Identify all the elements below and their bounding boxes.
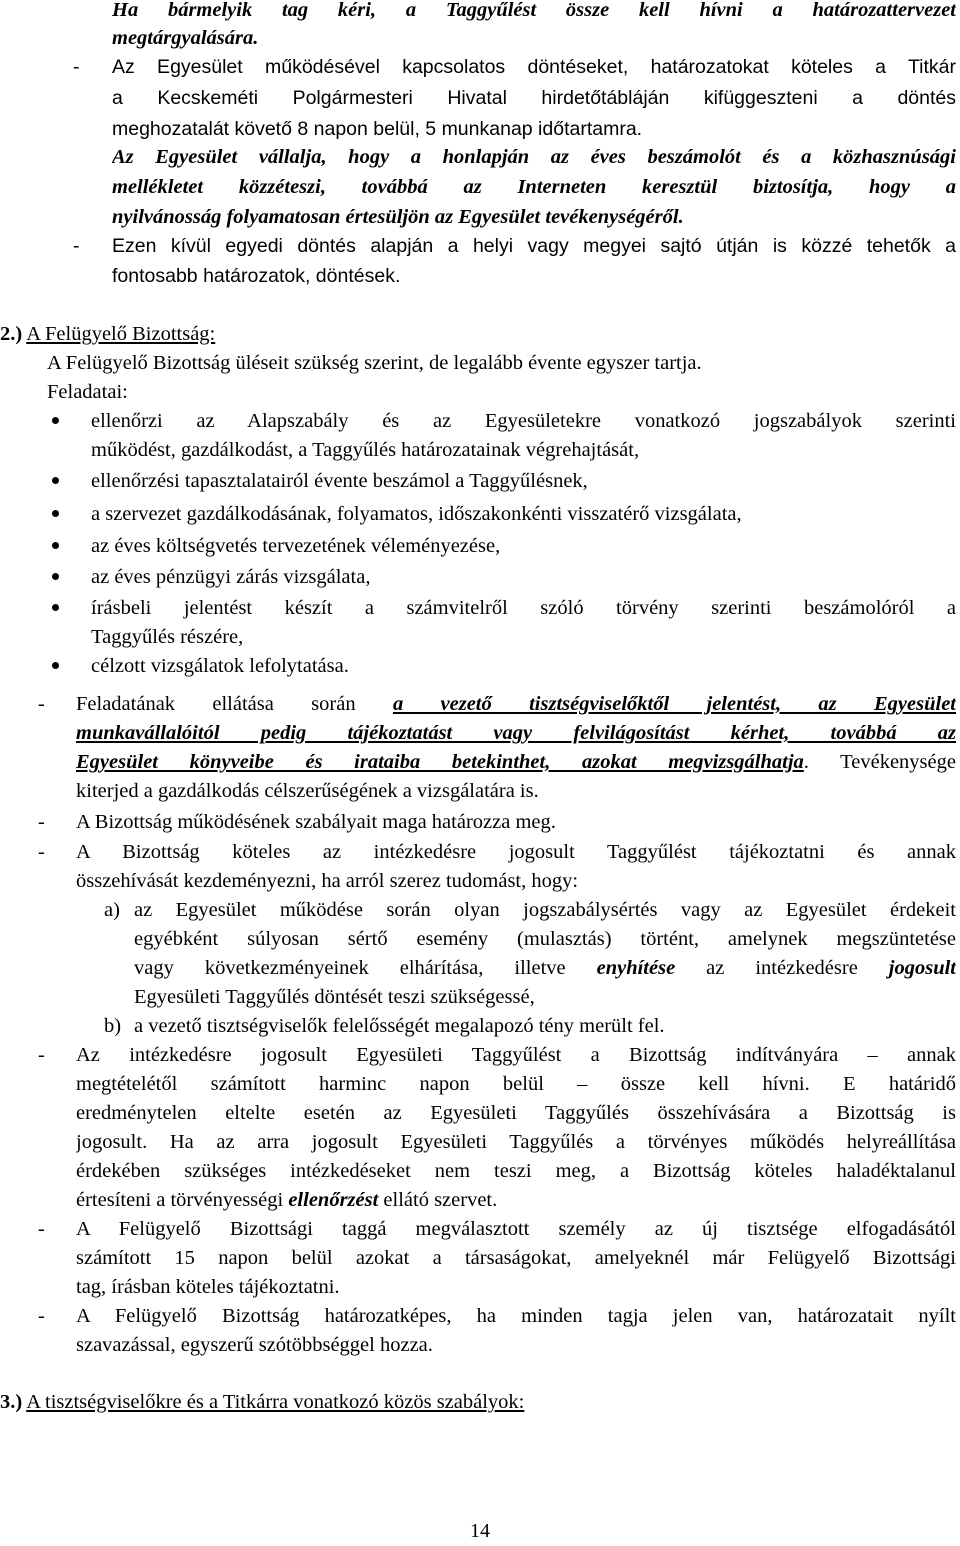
top-italic-line-2: megtárgyalására. <box>112 27 259 49</box>
dash-marker: - <box>38 811 45 833</box>
duties-line-2: munkavállalóitól pedig tájékoztatást vagy felvilágosítást kérhet, továbbá az <box>76 722 956 744</box>
bullet-dot <box>52 417 59 424</box>
newmember-line-3: tag, írásban köteles tájékoztatni. <box>76 1276 340 1298</box>
top-italic-line-1: Ha bármelyik tag kéri, a Taggyűlést össze kell hívni a határozattervezet <box>112 0 956 21</box>
bullet-dot <box>52 662 59 669</box>
dash-marker: - <box>73 235 80 257</box>
convene-line-2: megtételétől számított harminc napon belül – össze kell hívni. E határidő <box>76 1073 956 1095</box>
convene-line-5: érdekében szükséges intézkedéseket nem teszi meg, a Bizottság köteles haladéktalanul <box>76 1160 956 1182</box>
dash-marker: - <box>38 1305 45 1327</box>
bullet-2: ellenőrzési tapasztalatairól évente beszámol a Taggyűlésnek, <box>91 470 588 492</box>
web-para-line-2: mellékletet közzéteszi, továbbá az Interneten keresztül biztosítja, hogy a <box>112 176 956 198</box>
section-3-heading <box>0 1388 524 1417</box>
duties-line-3 <box>76 748 956 777</box>
dash-marker: - <box>38 693 45 715</box>
section-3-title: A tisztségviselőkre és a Titkárra vonatkozó közös szabályok: <box>26 1391 525 1413</box>
section-2-heading <box>0 320 215 349</box>
duties-line-3-plain: . Tevékenysége <box>803 751 956 773</box>
convene-line-6 <box>76 1186 497 1215</box>
duties-line-4: kiterjed a gazdálkodás célszerűségének a vizsgálatára is. <box>76 780 539 802</box>
item-b-label: b) <box>104 1015 122 1037</box>
convene-line-3: eredménytelen eltelte esetén az Egyesületi Taggyűlés összehívására a Bizottság is <box>76 1102 956 1124</box>
bullet-4: az éves költségvetés tervezetének véleményezése, <box>91 535 501 557</box>
item-a-line-3 <box>134 954 956 983</box>
item-a-l3-emph2: jogosult <box>888 957 956 979</box>
bullet-1-line-1: ellenőrzi az Alapszabály és az Egyesületekre vonatkozó jogszabályok szerinti <box>91 410 956 432</box>
section-3-number: 3.) <box>0 1391 23 1413</box>
dash-marker: - <box>38 1218 45 1240</box>
bullet-5: az éves pénzügyi zárás vizsgálata, <box>91 566 371 588</box>
press-para-line-1: Ezen kívül egyedi döntés alapján a helyi vagy megyei sajtó útján is közzé tehetők a <box>112 235 956 257</box>
press-para-line-2: fontosabb határozatok, döntések. <box>112 265 401 287</box>
bullet-7: célzott vizsgálatok lefolytatása. <box>91 655 349 677</box>
bullet-dot <box>52 542 59 549</box>
item-a-l3-plain2: az intézkedésre <box>675 957 889 979</box>
section-2-title: A Felügyelő Bizottság: <box>26 323 216 345</box>
web-para-line-1: Az Egyesület vállalja, hogy a honlapján az éves beszámolót és a közhasznúsági <box>112 146 956 168</box>
section-2-intro: A Felügyelő Bizottság üléseit szükség szerint, de legalább évente egyszer tartja. <box>47 352 702 374</box>
notify-line-1: A Bizottság köteles az intézkedésre jogosult Taggyűlést tájékoztatni és annak <box>76 841 956 863</box>
duties-line-3-emph: Egyesület könyveibe és irataiba betekinthet, azokat megvizsgálhatja <box>76 751 804 773</box>
newmember-line-2: számított 15 napon belül azokat a társaságokat, amelyeknél már Felügyelő Bizottsági <box>76 1247 956 1269</box>
bullet-dot <box>52 573 59 580</box>
web-para-line-3: nyilvánosság folyamatosan értesüljön az Egyesület tevékenységéről. <box>112 206 684 228</box>
section-2-number: 2.) <box>0 323 23 345</box>
convene-line-4: jogosult. Ha az arra jogosult Egyesületi Taggyűlés a törvényes működés helyreállítása <box>76 1131 956 1153</box>
convene-l6-emph: ellenőrzést <box>288 1189 379 1211</box>
pub-para-line-1: Az Egyesület működésével kapcsolatos döntéseket, határozatokat köteles a Titkár <box>112 56 956 78</box>
bullet-dot <box>52 510 59 517</box>
newmember-line-1: A Felügyelő Bizottsági taggá megválasztott személy az új tisztsége elfogadásától <box>76 1218 956 1240</box>
convene-l6-plain2: ellátó szervet. <box>378 1189 498 1211</box>
tasks-label: Feladatai: <box>47 381 128 403</box>
dash-marker: - <box>73 56 80 78</box>
bullet-dot <box>52 477 59 484</box>
duties-line-1-plain: Feladatának ellátása során <box>76 693 393 715</box>
item-b-line: a vezető tisztségviselők felelősségét megalapozó tény merült fel. <box>134 1015 665 1037</box>
item-a-line-1: az Egyesület működése során olyan jogszabálysértés vagy az Egyesület érdekeit <box>134 899 956 921</box>
bullet-3: a szervezet gazdálkodásának, folyamatos, időszakonkénti visszatérő vizsgálata, <box>91 503 742 525</box>
bullet-1-line-2: működést, gazdálkodást, a Taggyűlés határozatainak végrehajtását, <box>91 439 640 461</box>
pub-para-line-2: a Kecskeméti Polgármesteri Hivatal hirdetőtábláján kifüggeszteni a döntés <box>112 87 956 109</box>
convene-line-1: Az intézkedésre jogosult Egyesületi Taggyűlést a Bizottság indítványára – annak <box>76 1044 956 1066</box>
rules-line: A Bizottság működésének szabályait maga határozza meg. <box>76 811 556 833</box>
quorum-line-2: szavazással, egyszerű szótöbbséggel hozza. <box>76 1334 433 1356</box>
dash-marker: - <box>38 841 45 863</box>
item-a-line-4: Egyesületi Taggyűlés döntését teszi szükségessé, <box>134 986 535 1008</box>
bullet-6-line-1: írásbeli jelentést készít a számvitelről szóló törvény szerinti beszámolóról a <box>91 597 956 619</box>
duties-line-1 <box>76 690 956 719</box>
bullet-6-line-2: Taggyűlés részére, <box>91 626 244 648</box>
convene-l6-plain: értesíteni a törvényességi <box>76 1189 289 1211</box>
quorum-line-1: A Felügyelő Bizottság határozatképes, ha minden tagja jelen van, határozatait nyílt <box>76 1305 956 1327</box>
item-a-l3-emph1: enyhítése <box>596 957 676 979</box>
pub-para-line-3: meghozatalát követő 8 napon belül, 5 munkanap időtartamra. <box>112 118 643 140</box>
item-a-label: a) <box>104 899 120 921</box>
page-number: 14 <box>470 1520 490 1542</box>
notify-line-2: összehívását kezdeményezni, ha arról szerez tudomást, hogy: <box>76 870 579 892</box>
dash-marker: - <box>38 1044 45 1066</box>
item-a-line-2: egyébként súlyosan sértő esemény (mulasztás) történt, amelynek megszüntetése <box>134 928 956 950</box>
bullet-dot <box>52 604 59 611</box>
item-a-l3-plain: vagy következményeinek elhárítása, illetve <box>134 957 597 979</box>
duties-line-1-emph: a vezető tisztségviselőktől jelentést, az Egyesület <box>392 693 956 715</box>
